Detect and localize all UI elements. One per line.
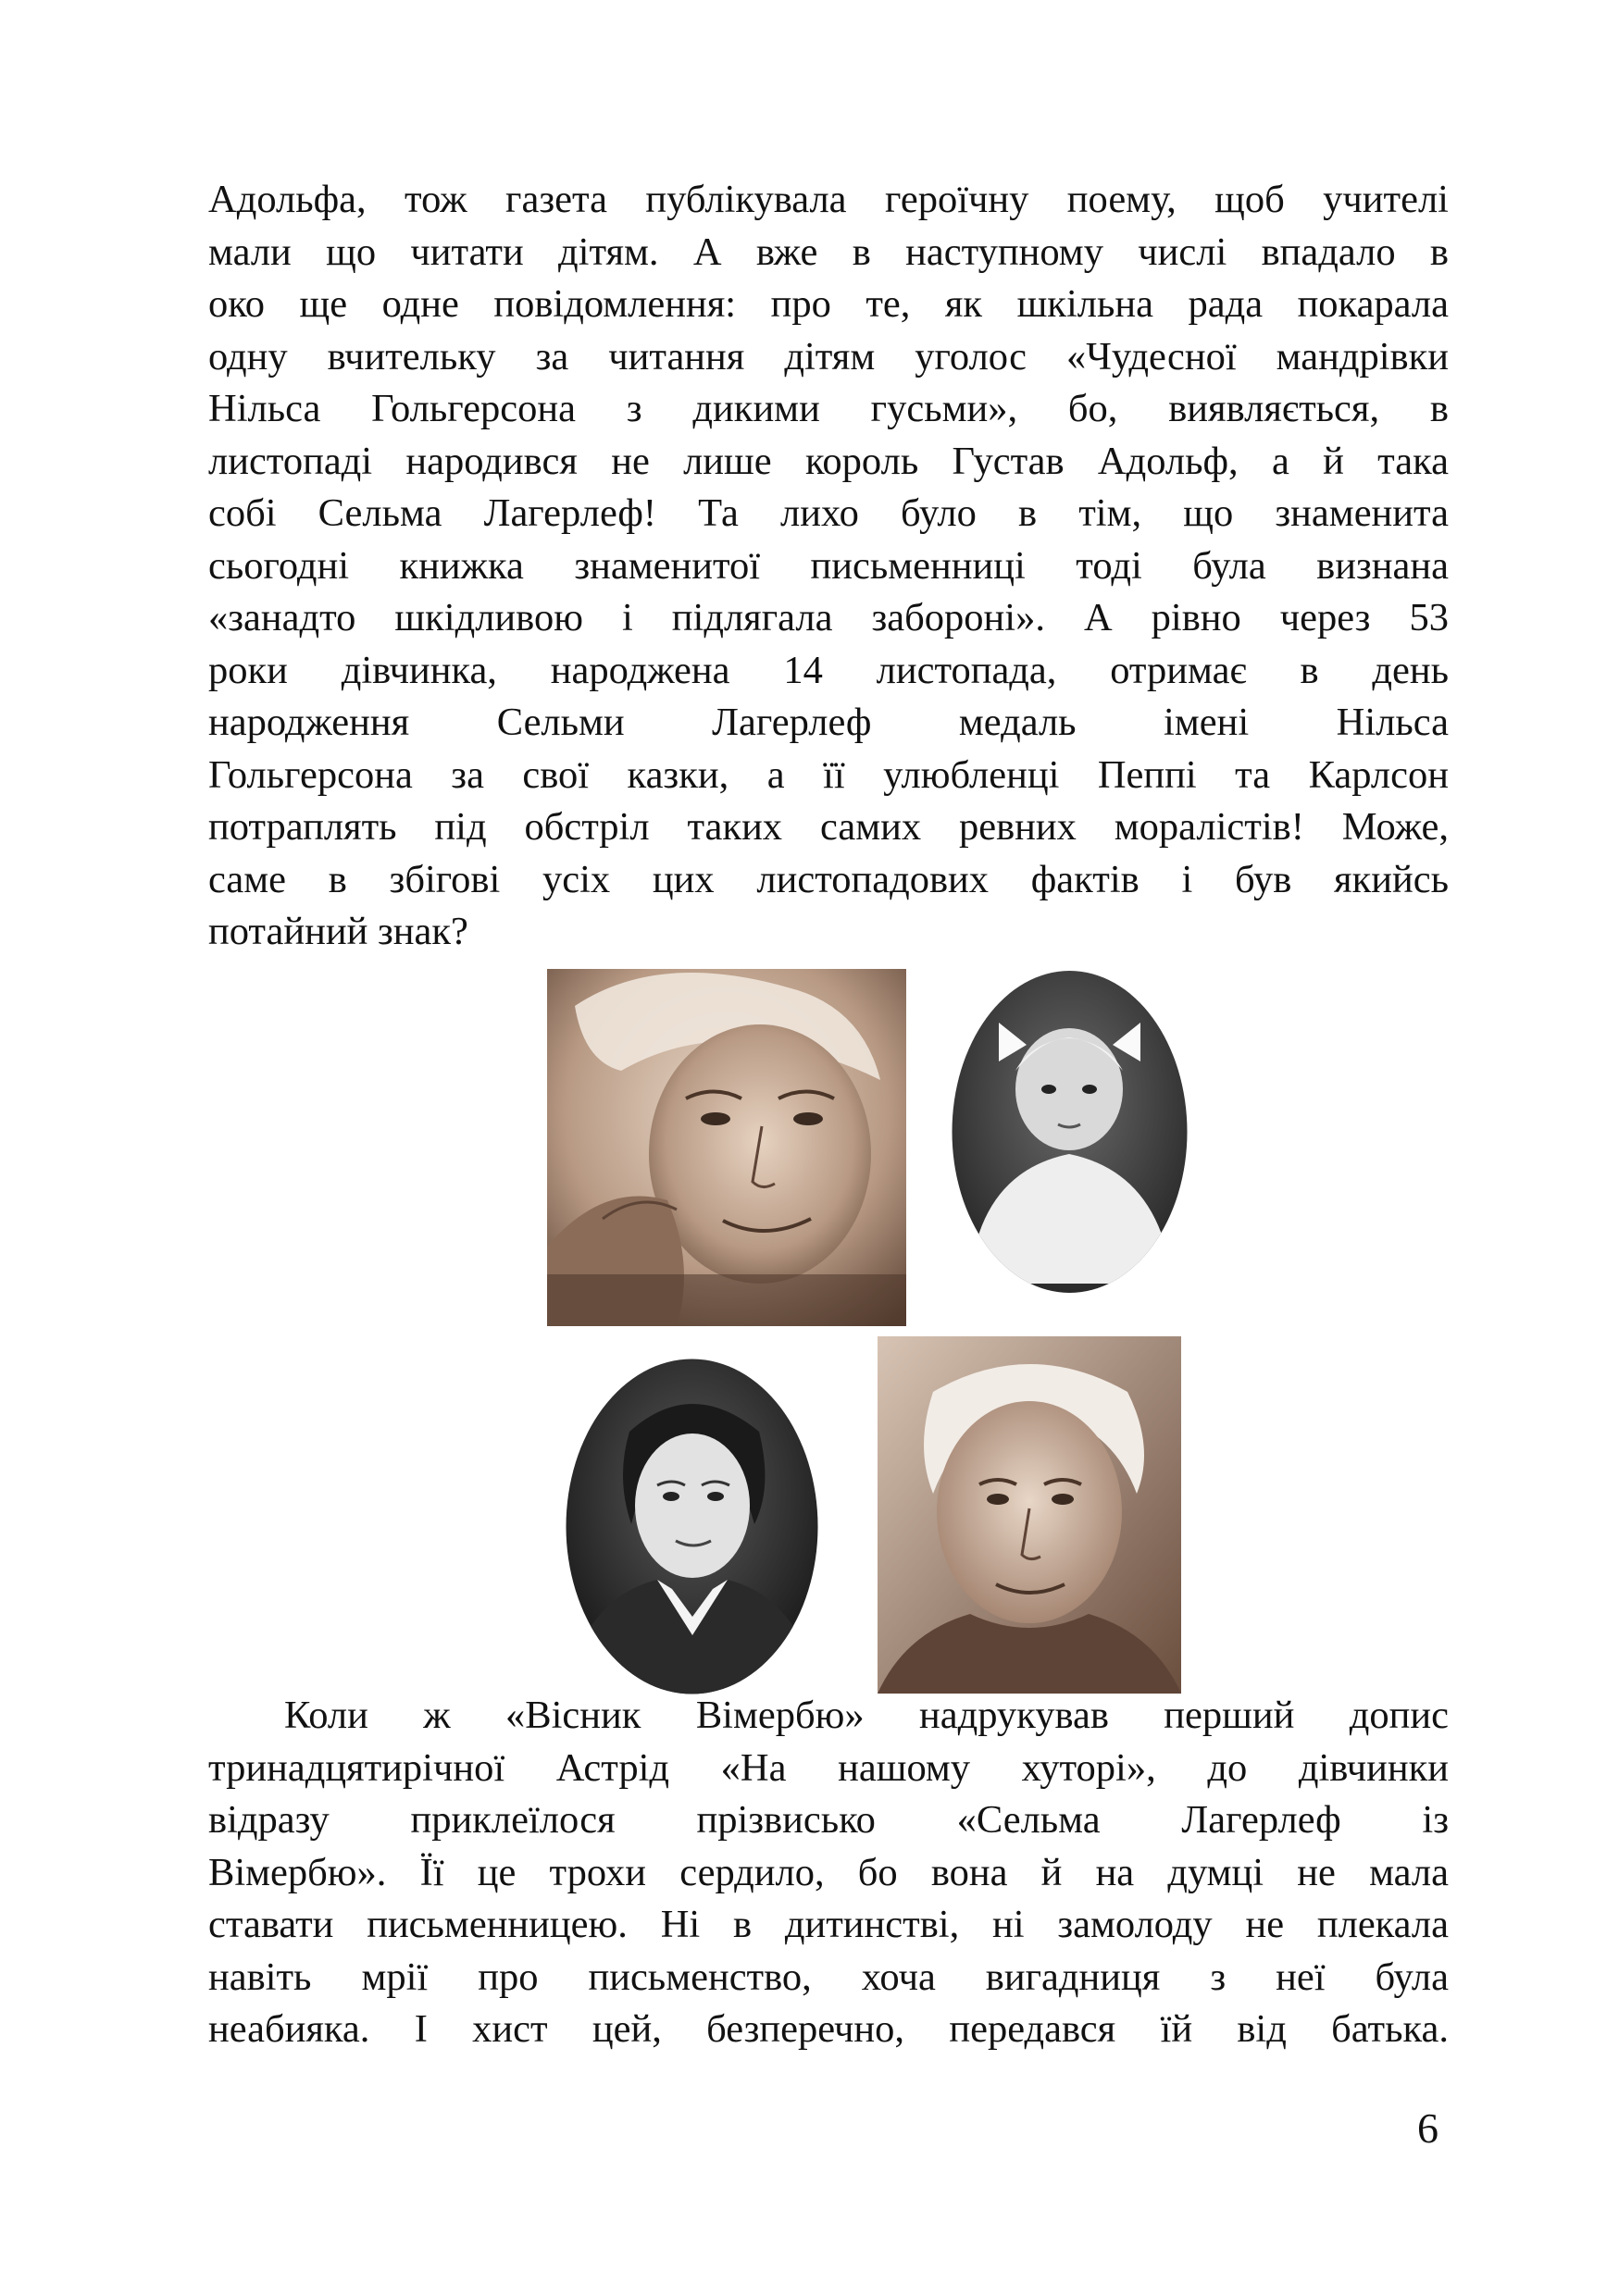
page-number: 6 <box>1417 2104 1438 2152</box>
text-line: роки дівчинка, народжена 14 листопада, отримає в день <box>208 648 1449 692</box>
text-line: собі Сельма Лагерлеф! Та лихо було в тім, що знаменита <box>208 491 1449 535</box>
text-line: відразу приклеїлося прізвисько «Сельма Лагерлеф із <box>208 1798 1449 1842</box>
portrait-oval-child-image <box>951 969 1189 1295</box>
photo-young-woman <box>565 1358 819 1695</box>
photo-elderly-woman <box>878 1336 1181 1694</box>
text-line: потраплять під обстріл таких самих ревних моралістів! Може, <box>208 805 1449 849</box>
text-line: Нільса Гольгерсона з дикими гусьми», бо, виявляється, в <box>208 387 1449 430</box>
text-line: одну вчительку за читання дітям уголос «Чудесної мандрівки <box>208 334 1449 379</box>
text-line: Коли ж «Вісник Вімербю» надрукував перший допис <box>284 1694 1449 1737</box>
paragraph-1 <box>208 174 1449 959</box>
text-line: неабияка. І хист цей, безперечно, передався їй від батька. <box>208 2007 1449 2051</box>
text-line: потайний знак? <box>208 910 468 953</box>
text-line: ставати письменницею. Ні в дитинстві, ні замолоду не плекала <box>208 1903 1449 1946</box>
paragraph-2 <box>208 1690 1449 2056</box>
text-line: саме в збігові усіх цих листопадових фактів і був якийсь <box>208 857 1449 901</box>
photo-young-girl <box>951 969 1189 1295</box>
text-line: навіть мрії про письменство, хоча вигадниця з неї була <box>208 1955 1449 1999</box>
text-line: листопаді народився не лише король Густав Адольф, а й така <box>208 439 1449 483</box>
text-line: народження Сельми Лагерлеф медаль імені Нільса <box>208 701 1449 744</box>
text-line: «занадто шкідливою і підлягала забороні». А рівно через 53 <box>208 596 1449 639</box>
photo-elderly-woman-hand <box>547 969 906 1326</box>
text-line: Гольгерсона за свої казки, а її улюбленці Пеппі та Карлсон <box>208 752 1449 797</box>
text-line: око ще одне повідомлення: про те, як шкільна рада покарала <box>208 282 1449 326</box>
portrait-oval-woman-image <box>565 1358 819 1695</box>
text-line: Адольфа, тож газета публікувала героїчну поему, щоб учителі <box>208 178 1449 221</box>
text-line: Вімербю». Її це трохи сердило, бо вона й на думці не мала <box>208 1850 1449 1894</box>
text-line: сьогодні книжка знаменитої письменниці тоді була визнана <box>208 543 1449 588</box>
text-line: мали що читати дітям. А вже в наступному числі впадало в <box>208 230 1449 274</box>
text-line: тринадцятирічної Астрід «На нашому хуторі», до дівчинки <box>208 1745 1449 1790</box>
portrait-sepia-image <box>547 969 906 1326</box>
portrait-sepia-image <box>878 1336 1181 1694</box>
